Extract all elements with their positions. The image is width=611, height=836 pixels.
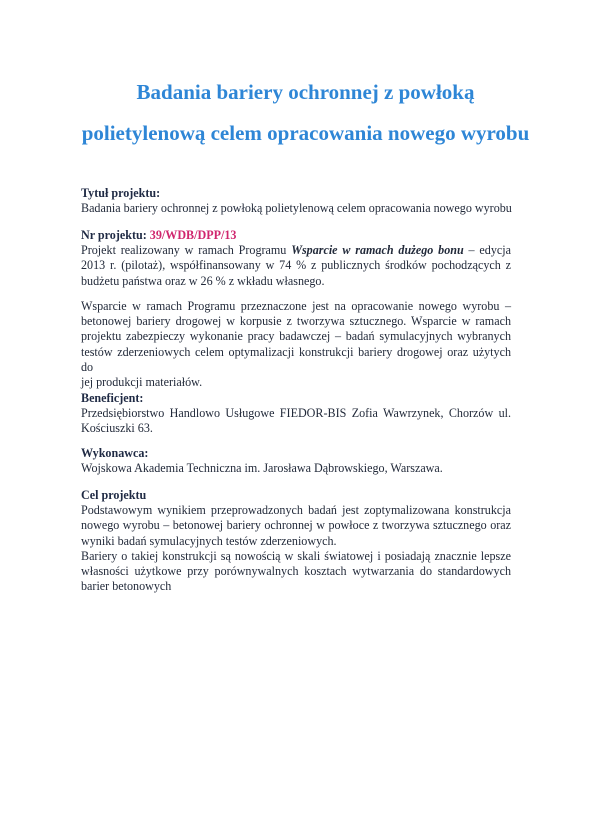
beneficiary-line: Przedsiębiorstwo Handlowo Usługowe FIEDOR-BIS Zofia Wawrzynek, Chorzów ul. xyxy=(81,406,511,421)
goal-label: Cel projektu xyxy=(81,488,147,502)
contractor-text: Wojskowa Akademia Techniczna im. Jarosława Dąbrowskiego, Warszawa. xyxy=(81,461,443,476)
goal-line: barier betonowych xyxy=(81,579,172,594)
funding-line-2: budżetu państwa oraz w 26 % z wkładu własnego. xyxy=(81,273,325,288)
project-number-label: Nr projektu: xyxy=(81,228,147,242)
document-title-line-2: polietylenową celem opracowania nowego wyrobu xyxy=(81,121,530,145)
paragraph-line: testów zderzeniowych celem optymalizacji konstrukcji bariery drogowej oraz użytych do xyxy=(81,344,511,374)
program-edition: – edycja xyxy=(468,243,511,258)
paragraph-line: Wsparcie w ramach Programu przeznaczone jest na opracowanie nowego wyrobu – xyxy=(81,299,511,313)
goal-line: własności użytkowe przy porównywalnych kosztach wytwarzania do standardowych xyxy=(81,564,511,579)
project-number-value: 39/WDB/DPP/13 xyxy=(149,228,237,242)
section-contractor xyxy=(81,446,511,476)
goal-line: Podstawowym wynikiem przeprowadzonych badań jest zoptymalizowana konstrukcja xyxy=(81,503,511,518)
document-title-line-1: Badania bariery ochronnej z powłoką xyxy=(136,80,475,104)
paragraph-line: projektu zabezpieczy wykonanie pracy badawczej – badań symulacyjnych wybranych xyxy=(81,329,511,344)
paragraph-line: betonowej bariery drogowej w korpusie z tworzywa sztucznego. Wsparcie w ramach xyxy=(81,314,511,329)
project-title-text: Badania bariery ochronnej z powłoką polietylenową celem opracowania nowego wyrobu xyxy=(81,201,512,216)
section-beneficiary xyxy=(81,391,511,437)
goal-line: nowego wyrobu – betonowej bariery ochronnej w powłoce z tworzywa sztucznego oraz xyxy=(81,518,511,533)
program-intro: Projekt realizowany w ramach Programu xyxy=(81,243,287,258)
program-name: Wsparcie w ramach dużego bonu xyxy=(291,243,464,258)
section-project-title xyxy=(81,186,511,216)
goal-line: Bariery o takiej konstrukcji są nowością w skali światowej i posiadają znacznie lepsze xyxy=(81,548,511,563)
beneficiary-line: Kościuszki 63. xyxy=(81,421,153,436)
support-paragraph xyxy=(81,299,511,390)
funding-line: 2013 r. (pilotaż), współfinansowany w 74 % z publicznych środków pochodzących z xyxy=(81,258,511,273)
paragraph-line: jej produkcji materiałów. xyxy=(81,375,203,390)
contractor-label: Wykonawca: xyxy=(81,446,149,460)
goal-line: wyniki badań symulacyjnych testów zderzeniowych. xyxy=(81,533,337,548)
section-goal xyxy=(81,488,511,594)
beneficiary-label: Beneficjent: xyxy=(81,391,144,405)
project-title-label: Tytuł projektu: xyxy=(81,186,161,200)
section-project-number xyxy=(81,228,511,289)
